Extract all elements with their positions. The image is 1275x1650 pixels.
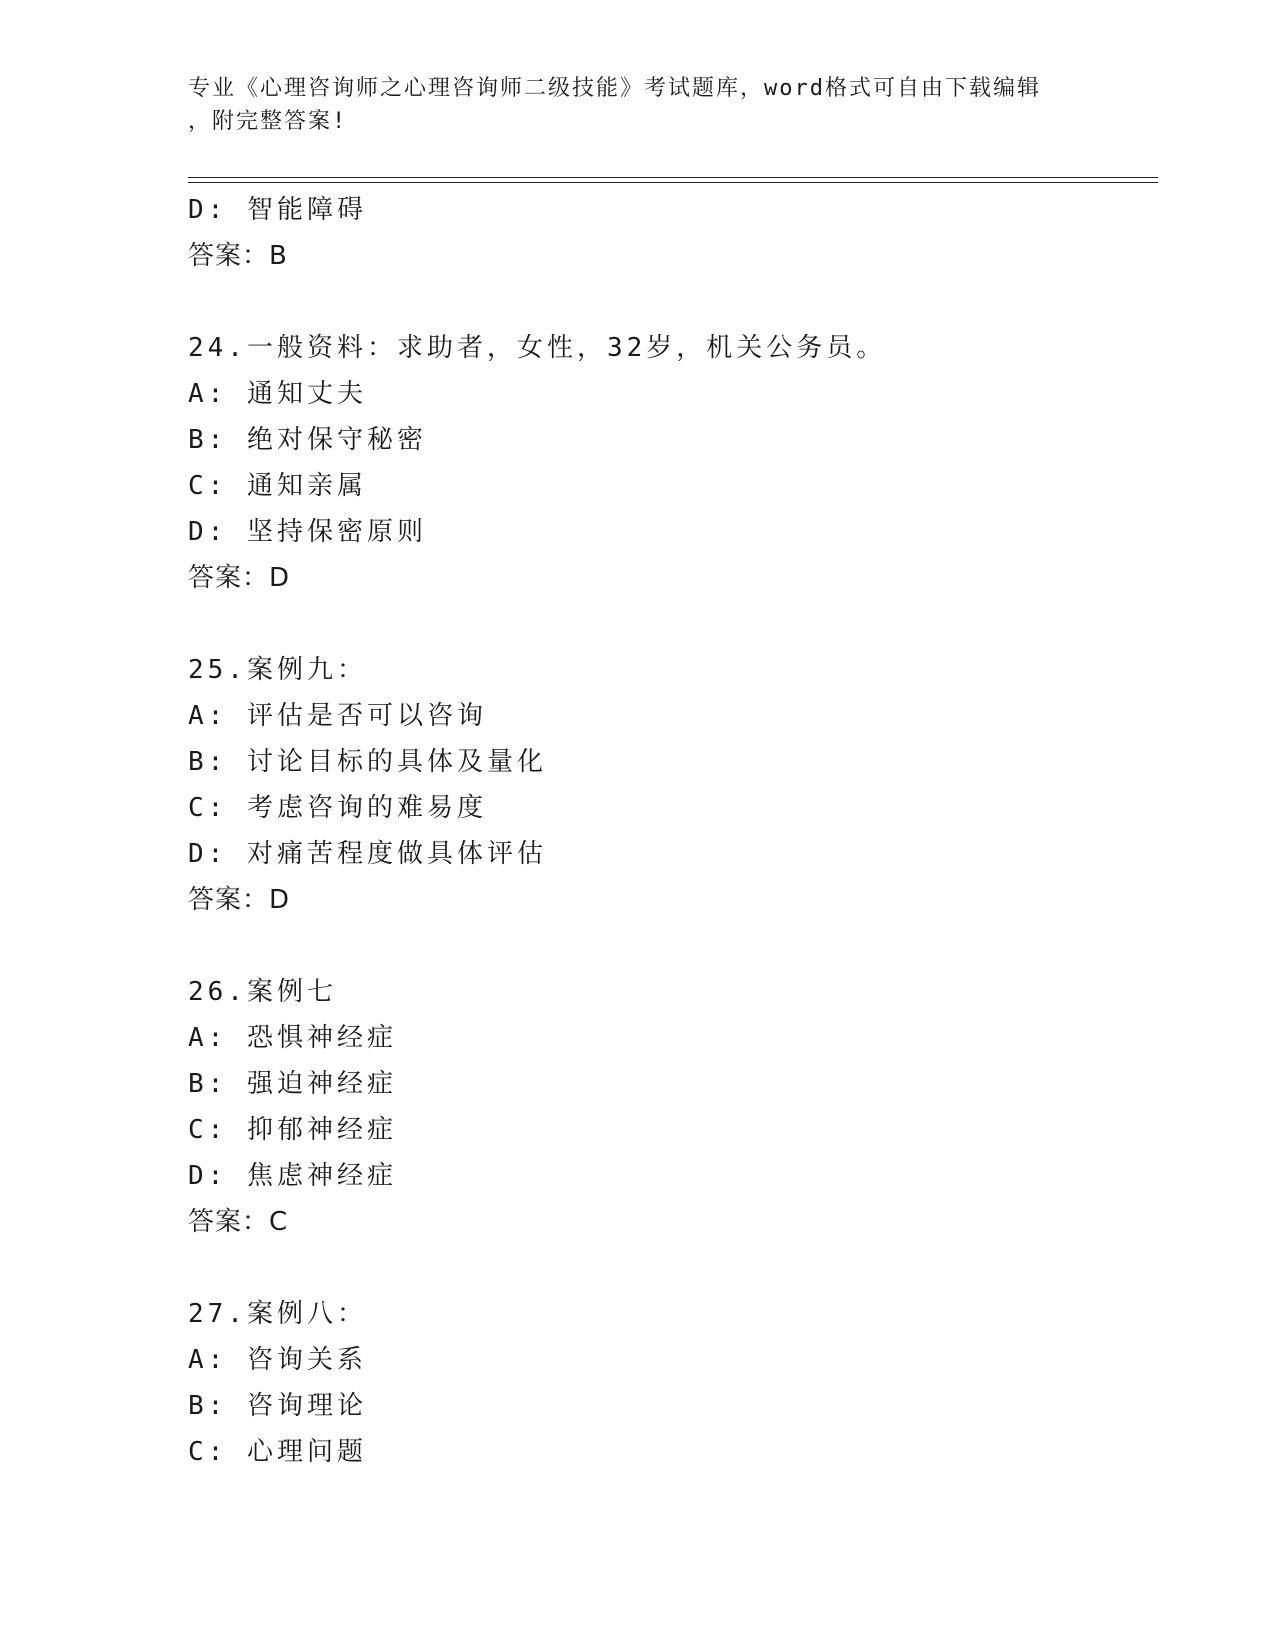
option-b: B: 强迫神经症 [188,1069,397,1099]
question-stem: 25.案例九： [188,655,367,685]
option-c: C: 抑郁神经症 [188,1115,397,1145]
option-b: B: 讨论目标的具体及量化 [188,747,547,777]
question-list [188,187,1148,1475]
option-a: A: 恐惧神经症 [188,1023,397,1053]
option-d: D: 坚持保密原则 [188,517,427,547]
header-line-1: 专业《心理咨询师之心理咨询师二级技能》考试题库，word格式可自由下载编辑 [188,76,1041,101]
option-b: B: 咨询理论 [188,1391,367,1421]
carryover-block [188,187,1148,279]
answer-line: 答案：B [188,241,288,271]
question-stem: 26.案例七 [188,977,337,1007]
option-a: A: 通知丈夫 [188,379,367,409]
question-25 [188,647,1148,923]
answer-line: 答案：D [188,885,291,915]
answer-line: 答案：D [188,563,291,593]
option-d: D: 智能障碍 [188,195,367,225]
header-divider-bottom [188,182,1158,183]
header-divider-top [188,177,1158,178]
option-a: A: 咨询关系 [188,1345,367,1375]
option-a: A: 评估是否可以咨询 [188,701,487,731]
document-header [188,72,1088,138]
header-line-2: ，附完整答案! [188,109,348,134]
question-24 [188,325,1148,601]
question-stem: 24.一般资料：求助者，女性，32岁，机关公务员。 [188,333,887,363]
option-c: C: 考虑咨询的难易度 [188,793,487,823]
option-d: D: 对痛苦程度做具体评估 [188,839,547,869]
option-c: C: 通知亲属 [188,471,367,501]
answer-line: 答案：C [188,1207,289,1237]
option-d: D: 焦虑神经症 [188,1161,397,1191]
option-c: C: 心理问题 [188,1437,367,1467]
option-b: B: 绝对保守秘密 [188,425,427,455]
question-stem: 27.案例八： [188,1299,367,1329]
question-26 [188,969,1148,1245]
question-27 [188,1291,1148,1475]
